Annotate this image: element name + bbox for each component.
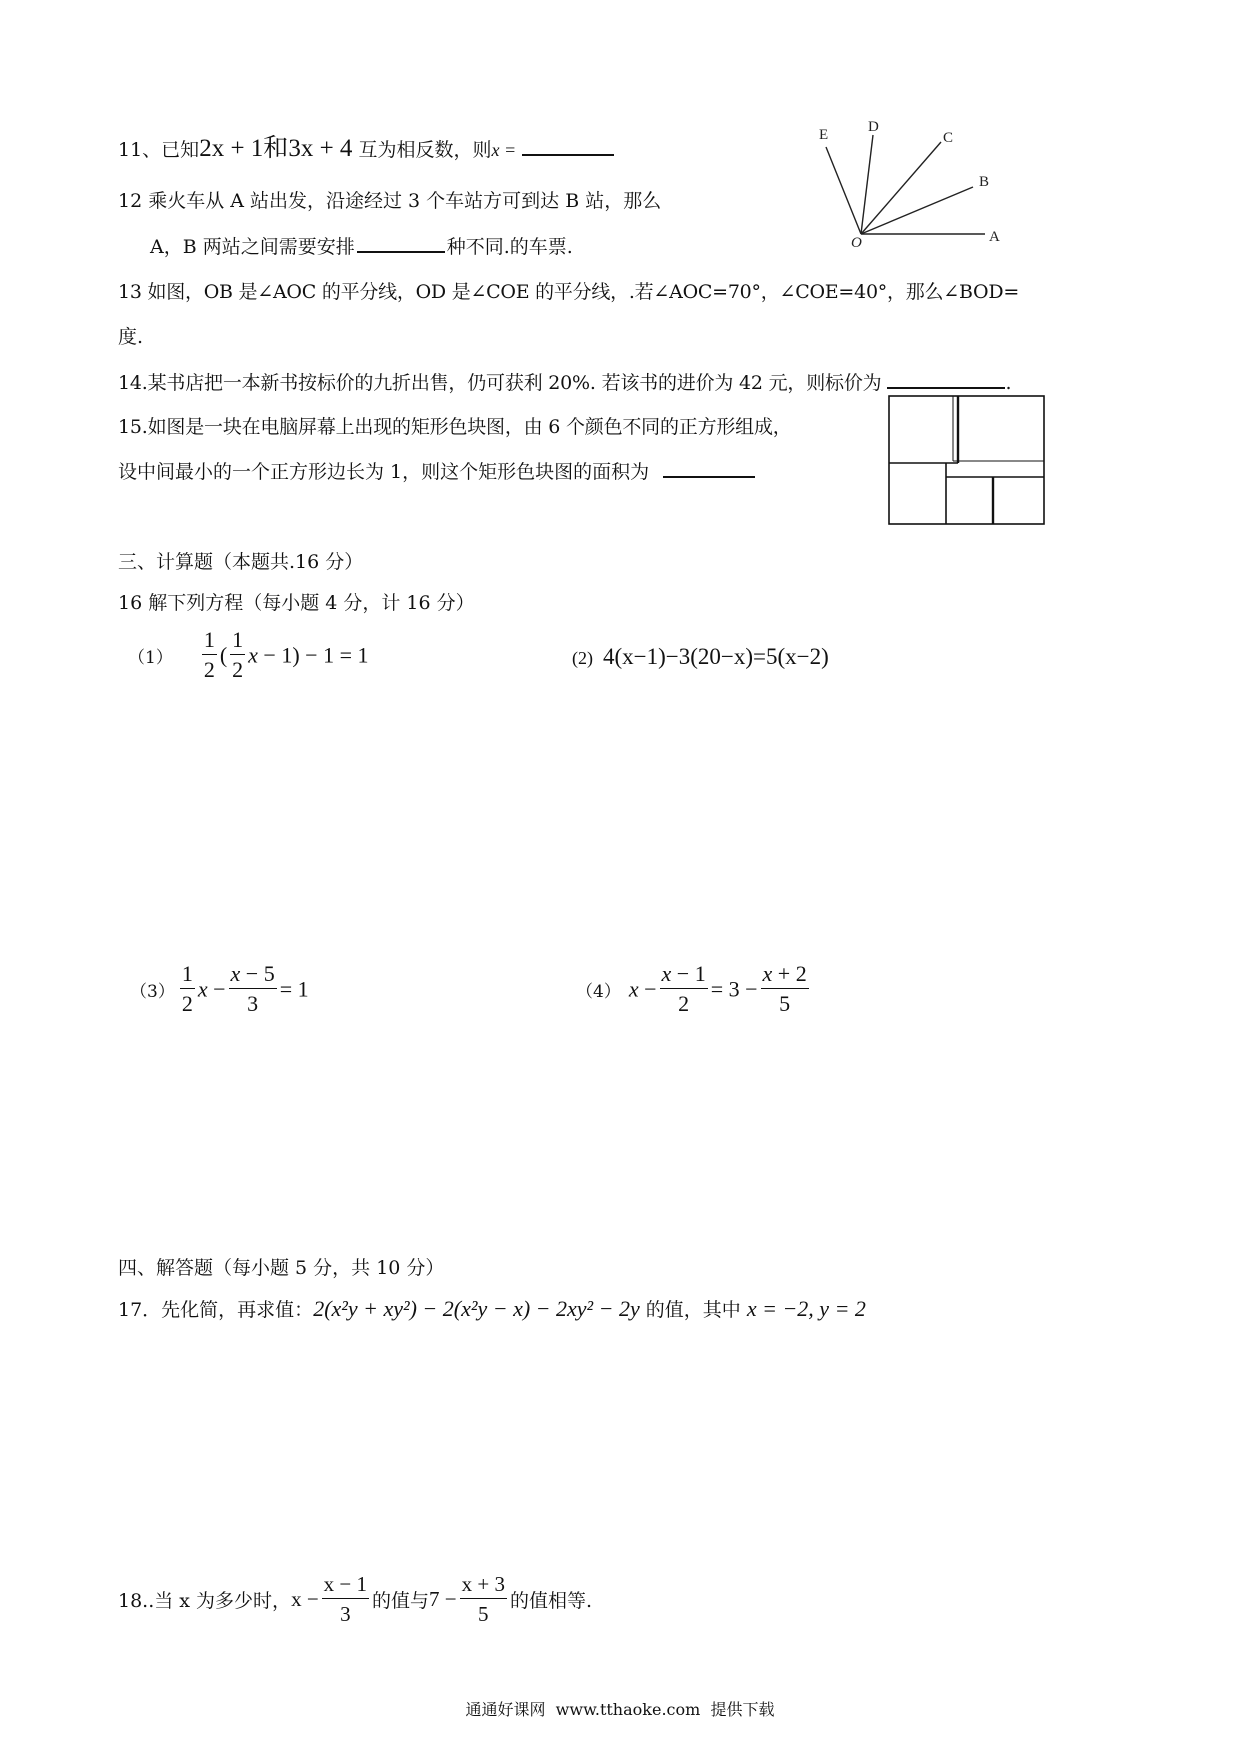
q14-answer-blank[interactable]: [887, 367, 1005, 389]
q11-prefix: 11、已知: [118, 139, 200, 161]
q11-expr2: 3x + 4: [288, 135, 353, 162]
q11-answer-blank[interactable]: [522, 134, 614, 156]
q17-expr: 2(x²y + xy²) − 2(x²y − x) − 2xy² − 2y: [313, 1296, 640, 1321]
eq4-label: （4）: [576, 982, 621, 1002]
q11-and: 和: [263, 133, 289, 162]
ray-oc: [861, 142, 941, 234]
angle-figure: [815, 120, 1005, 255]
q12-line2: [150, 231, 573, 259]
eq1: （1） $\frac{1}{2}$ ( $\frac{1}{2}$ x − 1) − 1 = 1: [128, 626, 368, 685]
section4-title: 四、解答题（每小题 5 分，共 10 分）: [118, 1257, 445, 1279]
q17-mid: 的值，其中: [639, 1299, 747, 1321]
squares-figure: [888, 395, 1048, 530]
eq4: （4） x − $\frac{x - 1}{2}$ = 3 − $\frac{x + 2}{5}$: [576, 960, 812, 1019]
q11-suffix: 互为相反数，则: [352, 139, 492, 161]
q14-line: [118, 367, 1011, 395]
eq2: [572, 644, 829, 670]
fraction: $\frac{x - 1}{3}$: [323, 1572, 367, 1626]
eq2-expr: 4(x−1)−3(20−x)=5(x−2): [603, 644, 829, 669]
q12-answer-blank[interactable]: [357, 231, 445, 253]
q12-line2-b: 种不同.的车票.: [446, 236, 573, 258]
label-o: O: [851, 235, 862, 251]
q17-prefix: 17．先化简，再求值：: [118, 1299, 314, 1321]
q11-expr1: 2x + 1: [199, 135, 264, 162]
fraction: $\frac{1}{2}$: [203, 627, 215, 682]
q13-line1: 13 如图，OB 是∠AOC 的平分线，OD 是∠COE 的平分线，.若∠AOC=70°，∠COE=40°，那么∠BOD=: [118, 281, 1019, 303]
ray-ob: [861, 187, 973, 234]
ray-oe: [826, 147, 861, 234]
fraction: $\frac{x + 2}{5}$: [762, 961, 807, 1016]
footer: 通通好课网 www.tthaoke.com 提供下载: [465, 1700, 775, 1719]
q17-cond: x = −2, y = 2: [746, 1296, 866, 1321]
label-a: A: [989, 229, 1000, 245]
q15-line1: 15.如图是一块在电脑屏幕上出现的矩形色块图，由 6 个颜色不同的正方形组成，: [118, 416, 792, 438]
q11-line: [118, 128, 614, 164]
q13-line2: 度.: [118, 326, 144, 348]
label-b: B: [979, 174, 990, 190]
q12-line1: 12 乘火车从 A 站出发，沿途经过 3 个车站方可到达 B 站，那么: [118, 190, 662, 212]
q18-prefix: 18..当 x 为多少时，: [118, 1590, 292, 1612]
q15-line2: [118, 456, 755, 484]
q14-text: 14.某书店把一本新书按标价的九折出售，仍可获利 20%. 若该书的进价为 42 元，则标价为: [118, 372, 882, 394]
eq3: （3） $\frac{1}{2}$ x − $\frac{x - 5}{3}$ = 1: [130, 960, 309, 1019]
q16-intro: 16 解下列方程（每小题 4 分，计 16 分）: [118, 592, 475, 614]
q18-suffix: 的值相等.: [509, 1590, 592, 1612]
label-e: E: [819, 127, 829, 143]
fraction: $\frac{x + 3}{5}$: [461, 1572, 505, 1626]
q15-answer-blank[interactable]: [663, 456, 755, 478]
eq3-label: （3）: [130, 982, 175, 1002]
fraction: $\frac{x - 5}{3}$: [230, 961, 275, 1016]
eq2-label: (2): [572, 648, 593, 668]
label-c: C: [943, 130, 954, 146]
label-d: D: [868, 120, 879, 135]
ray-od: [861, 135, 873, 234]
q11-var: x =: [491, 140, 517, 160]
q18-line: 18..当 x 为多少时，x − $\frac{x - 1}{3}$ 的值与7 − $\frac{x + 3}{5}$ 的值相等.: [118, 1570, 592, 1629]
q14-end: .: [1005, 372, 1012, 394]
eq1-label: （1）: [128, 648, 173, 668]
fraction: $\frac{x - 1}{2}$: [661, 961, 706, 1016]
q15-line2-text: 设中间最小的一个正方形边长为 1，则这个矩形色块图的面积为: [118, 461, 650, 483]
q17-line: [118, 1295, 866, 1322]
section3-title: 三、计算题（本题共.16 分）: [118, 551, 364, 573]
fraction: $\frac{1}{2}$: [181, 961, 193, 1016]
outer-rectangle: [889, 396, 1044, 524]
q18-mid: 的值与: [372, 1590, 430, 1612]
fraction: $\frac{1}{2}$: [232, 627, 244, 682]
q12-line2-a: A，B 两站之间需要安排: [150, 236, 355, 258]
